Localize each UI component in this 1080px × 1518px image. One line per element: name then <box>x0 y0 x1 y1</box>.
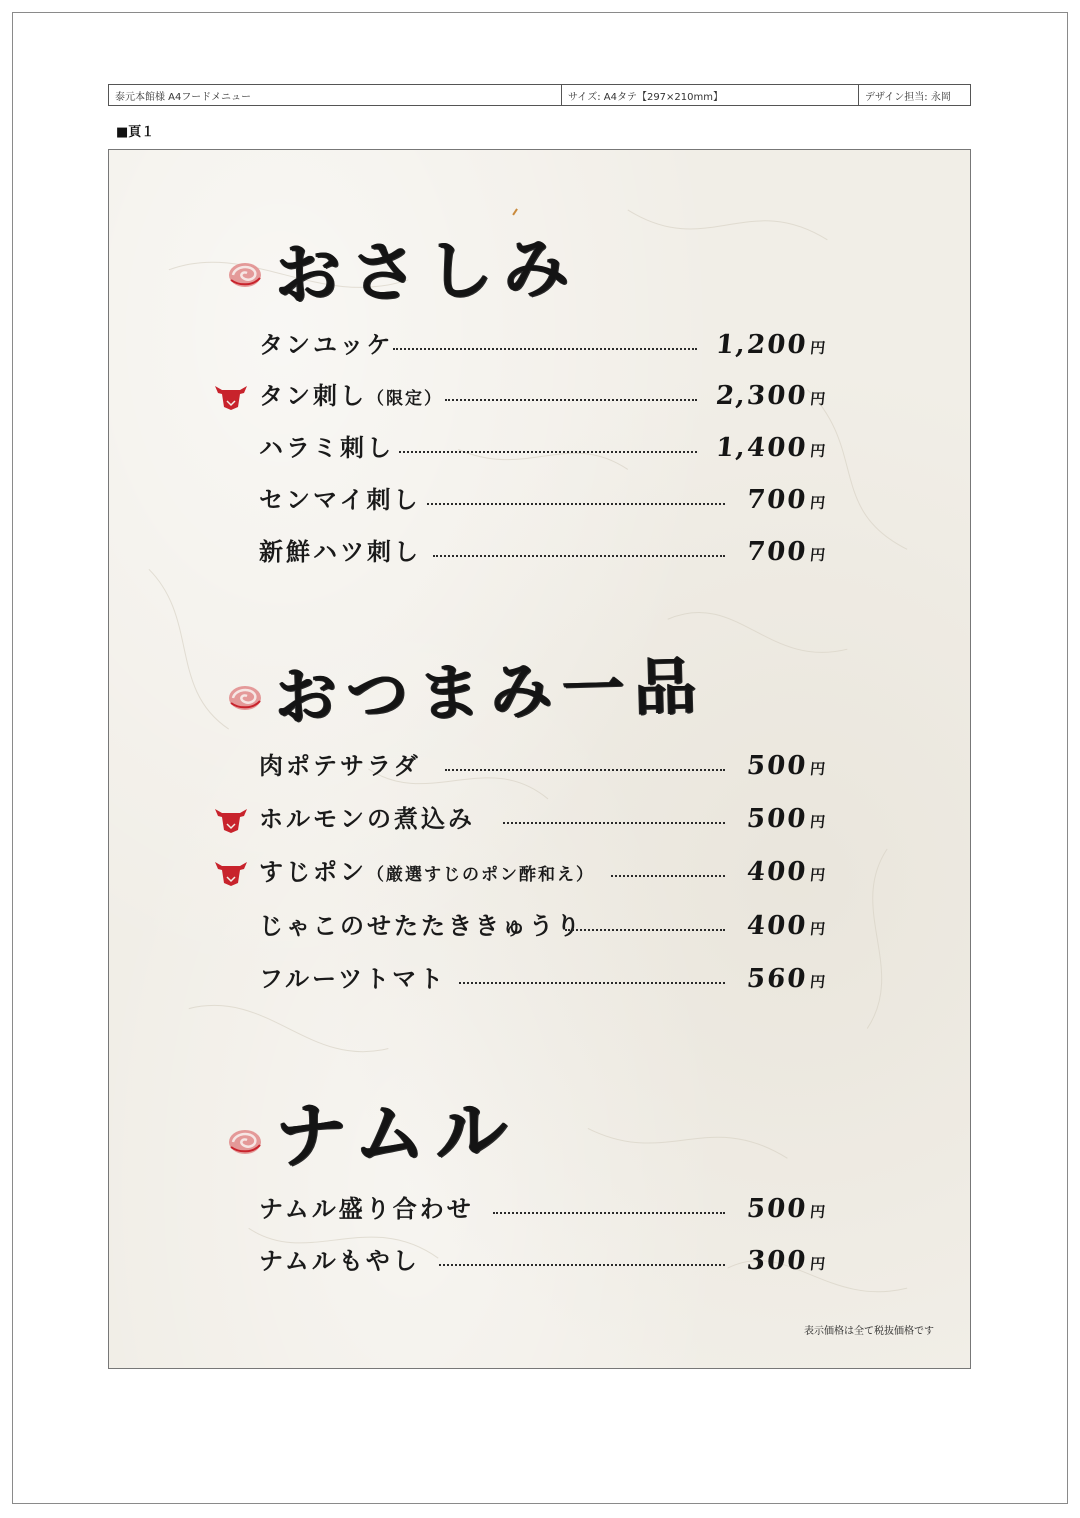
item-price: 700円 <box>745 485 826 515</box>
item-price: 1,400円 <box>713 433 826 463</box>
item-price: 700円 <box>745 537 826 567</box>
dotted-leader <box>445 769 725 771</box>
menu-item <box>259 854 825 890</box>
dotted-leader <box>565 929 725 931</box>
swirl-icon <box>227 1127 263 1157</box>
dotted-leader <box>439 1264 725 1266</box>
section-title: おさしみ <box>274 228 580 314</box>
menu-item <box>259 908 825 944</box>
cow-head-icon <box>213 804 249 834</box>
swirl-icon <box>227 683 263 713</box>
menu-item <box>259 482 825 518</box>
dotted-leader <box>493 1212 725 1214</box>
item-name: ホルモンの煮込み <box>259 804 475 833</box>
menu-item <box>259 534 825 570</box>
menu-item <box>259 327 825 363</box>
item-name: 肉ポテサラダ <box>259 751 421 780</box>
item-name: ハラミ刺し <box>259 433 394 462</box>
menu-item <box>259 961 825 997</box>
item-name: タンユッケ <box>259 330 394 359</box>
dotted-leader <box>459 982 725 984</box>
dotted-leader <box>445 399 697 401</box>
menu-item <box>259 430 825 466</box>
menu-item <box>259 748 825 784</box>
dotted-leader <box>611 875 725 877</box>
menu-item <box>259 801 825 837</box>
dotted-leader <box>399 451 697 453</box>
item-name: ナムルもやし <box>259 1246 420 1275</box>
tax-note: 表示価格は全て税抜価格です <box>804 1326 934 1337</box>
section-title: ナムル <box>273 1086 519 1179</box>
page-label: ■頁１ <box>116 125 155 140</box>
menu-item <box>259 378 825 414</box>
menu-item <box>259 1191 825 1227</box>
dotted-leader <box>503 822 725 824</box>
item-price: 500円 <box>745 751 826 781</box>
item-name: 新鮮ハツ刺し <box>259 537 421 566</box>
item-price: 560円 <box>745 964 826 994</box>
cow-head-icon <box>213 381 249 411</box>
menu-item <box>259 1243 825 1279</box>
item-name: センマイ刺し <box>259 485 421 514</box>
item-price: 1,200円 <box>713 330 826 360</box>
item-price: 400円 <box>745 911 826 941</box>
item-price: 2,300円 <box>713 381 826 411</box>
menu-page <box>108 149 971 1369</box>
spec-client: 泰元本館様 A4フードメニュー <box>115 91 251 103</box>
item-price: 300円 <box>745 1246 826 1276</box>
spec-designer: デザイン担当: 永岡 <box>858 85 970 105</box>
item-price: 500円 <box>745 1194 826 1224</box>
item-name: すじポン（厳選すじのポン酢和え） <box>259 857 595 886</box>
item-name: ナムル盛り合わせ <box>259 1194 474 1223</box>
dotted-leader <box>427 503 725 505</box>
item-price: 400円 <box>745 857 826 887</box>
dotted-leader <box>393 348 697 350</box>
spec-table <box>108 84 971 106</box>
item-price: 500円 <box>745 804 826 834</box>
section-title: おつまみ一品 <box>274 649 708 734</box>
dotted-leader <box>433 555 725 557</box>
swirl-icon <box>227 260 263 290</box>
spec-size: サイズ: A4タテ【297×210mm】 <box>561 85 858 105</box>
cow-head-icon <box>213 857 249 887</box>
item-name: タン刺し（限定） <box>259 381 443 410</box>
item-name: フルーツトマト <box>259 964 447 993</box>
item-name: じゃこのせたたききゅうり <box>259 911 583 940</box>
